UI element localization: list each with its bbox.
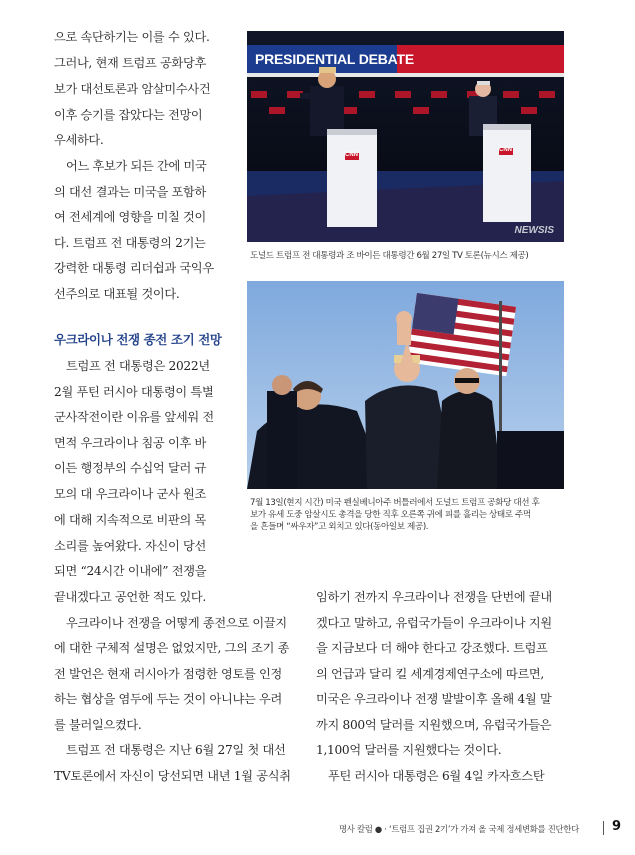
body-line: 면적 우크라이나 침공 이후 바 (54, 436, 206, 450)
body-line: 의 언급과 달리 킬 세계경제연구소에 따르면, (316, 667, 544, 681)
body-line: 여 전세계에 영향을 미칠 것이 (54, 210, 206, 224)
debate-banner-text: PRESIDENTIAL DEBATE (255, 51, 415, 67)
body-line: 으로 속단하기는 이를 수 있다. (54, 30, 210, 44)
body-line: 를 불러일으켰다. (54, 718, 142, 732)
body-line: 에 대한 구체적 설명은 없었지만, 그의 조기 종 (54, 641, 290, 655)
body-line: 어느 후보가 되든 간에 미국 (66, 159, 207, 173)
body-line: 에 대해 지속적으로 비판의 목 (54, 513, 206, 527)
body-line: 1,100억 달러를 지원했다는 것이다. (316, 743, 502, 757)
body-line: 소리를 높여왔다. 자신이 당선 (54, 539, 206, 553)
podium-logo-left: CNN (345, 152, 358, 158)
rally-caption-line: 보가 유세 도중 암살시도 총격을 당한 직후 오른쪽 귀에 피를 흘리는 상태로 주먹 (250, 510, 531, 520)
body-line: 을 지금보다 더 해야 한다고 강조했다. 트럼프 (316, 641, 548, 655)
footer-divider (603, 821, 604, 835)
rally-photo-illustration (247, 281, 564, 489)
body-line: 겠다고 말하고, 유럽국가들이 우크라이나 지원 (316, 616, 552, 630)
body-line: 우세하다. (54, 133, 104, 147)
body-line: 2월 푸틴 러시아 대통령이 특별 (54, 385, 214, 399)
body-line: 트럼프 전 대통령은 지난 6월 27일 첫 대선 (66, 743, 286, 757)
body-line: 강력한 대통령 리더쉽과 국익우 (54, 261, 214, 275)
body-line: 푸틴 러시아 대통령은 6월 4일 카자흐스탄 (328, 769, 545, 783)
body-line: 임하기 전까지 우크라이나 전쟁을 단번에 끝내 (316, 590, 552, 604)
body-line: 미국은 우크라이나 전쟁 발발이후 올해 4월 말 (316, 692, 552, 706)
body-line: 모의 대 우크라이나 군사 원조 (54, 487, 206, 501)
body-line: 이든 행정부의 수십억 달러 규 (54, 461, 206, 475)
rally-photo (247, 281, 564, 489)
photo-watermark: NEWSIS (514, 225, 554, 236)
body-line: 이후 승기를 잡았다는 전망이 (54, 108, 203, 122)
rally-caption-line: 을 흔들며 “싸우자”고 외치고 있다(동아일보 제공). (250, 522, 429, 532)
body-line: 그러나, 현재 트럼프 공화당후 (54, 56, 206, 70)
running-footer: 명사 칼럼 ● · ‘트럼프 집권 2기’가 가져 올 국제 정세변화를 진단한다 (339, 824, 579, 834)
body-line: 하는 협상을 염두에 두는 것이 아니냐는 우려 (54, 692, 282, 706)
body-line: 의 대선 결과는 미국을 포함하 (54, 185, 206, 199)
body-line: 되면 “24시간 이내에” 전쟁을 (54, 564, 207, 578)
body-line: 까지 800억 달러를 지원했으며, 유럽국가들은 (316, 718, 552, 732)
body-line: 트럼프 전 대통령은 2022년 (66, 359, 210, 373)
rally-caption-line: 7월 13일(현지 시간) 미국 펜실베니아주 버틀러에서 도널드 트럼프 공화당 대선 후 (250, 498, 540, 508)
body-line: 전 발언은 현재 러시아가 점령한 영토를 인정 (54, 667, 282, 681)
page-number: 9 (612, 819, 622, 834)
body-line: 끝내겠다고 공언한 적도 있다. (54, 590, 206, 604)
body-line: 군사작전이란 이유를 앞세워 전 (54, 410, 214, 424)
podium-logo-right: CNN (499, 147, 512, 153)
section-heading: 우크라이나 전쟁 종전 조기 전망 (54, 332, 222, 347)
body-line: 보가 대선토론과 암살미수사건 (54, 82, 211, 96)
debate-photo-caption: 도널드 트럼프 전 대통령과 조 바이든 대통령간 6월 27일 TV 토론(뉴시스 제공) (250, 251, 529, 261)
body-line: TV토론에서 자신이 당선되면 내년 1월 공식취 (54, 769, 291, 783)
body-line: 우크라이나 전쟁을 어떻게 종전으로 이끌지 (66, 616, 287, 630)
debate-photo (247, 31, 564, 242)
body-line: 다. 트럼프 전 대통령의 2기는 (54, 236, 206, 250)
body-line: 선주의로 대표될 것이다. (54, 287, 180, 301)
